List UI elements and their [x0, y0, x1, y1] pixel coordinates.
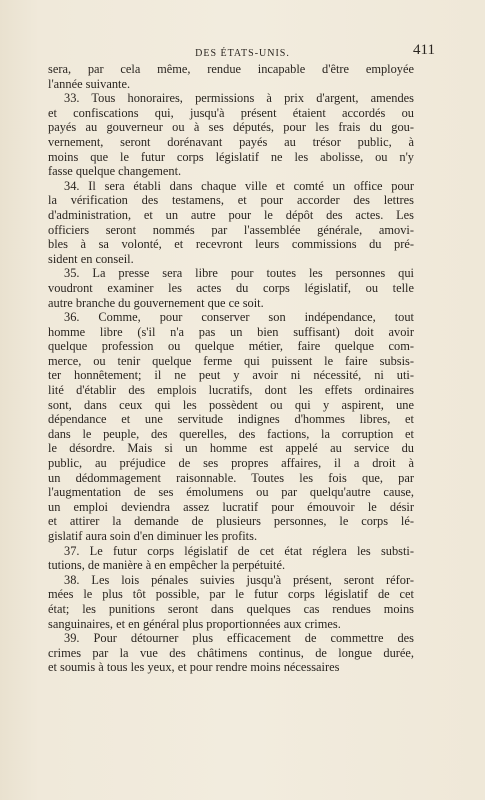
text-line: 38. Les lois pénales suivies jusqu'à présent, seront réfor- — [64, 572, 414, 587]
paragraph — [48, 310, 414, 544]
paragraph — [48, 631, 414, 675]
text-line: quelque profession ou quelque métier, faire quelque com- — [48, 339, 414, 354]
text-line: 34. Il sera établi dans chaque ville et comté un office pour — [64, 178, 414, 193]
text-line: autre branche du gouvernement que ce soit. — [48, 295, 264, 310]
paragraph — [48, 179, 414, 267]
text-line: crimes par la vue des châtimens continus, de longue durée, — [48, 645, 414, 660]
running-title: DES ÉTATS-UNIS. — [195, 48, 290, 59]
text-line: officiers seront nommés par l'assemblée générale, amovi- — [48, 222, 414, 237]
text-line: état; les punitions seront dans quelques cas rendues moins — [48, 601, 414, 616]
text-line: 37. Le futur corps législatif de cet état réglera les substi- — [64, 543, 414, 558]
text-line: payés au gouverneur ou à ses députés, pour les frais du gou- — [48, 120, 414, 135]
text-line: l'année suivante. — [48, 76, 131, 91]
text-line: moins que le futur corps législatif ne les abolisse, ou n'y — [48, 149, 414, 164]
body-text — [48, 62, 414, 675]
text-line: 33. Tous honoraires, permissions à prix d'argent, amendes — [64, 91, 414, 106]
text-line: ter honnêtement; il ne peut y avoir ni nécessité, ni uti- — [48, 368, 414, 383]
text-line: tutions, de manière à en empêcher la perpétuité. — [48, 558, 286, 573]
text-line: homme libre (s'il n'a pas un bien suffisant) doit avoir — [48, 324, 414, 339]
text-line: d'administration, et un autre pour le dépôt des actes. Les — [48, 207, 414, 222]
text-line: et attirer la demande de plusieurs personnes, le corps lé- — [48, 514, 414, 529]
text-line: 36. Comme, pour conserver son indépendance, tout — [64, 310, 414, 325]
text-line: sident en conseil. — [48, 251, 134, 266]
text-line: 39. Pour détourner plus efficacement de commettre des — [64, 631, 414, 646]
text-line: fasse quelque changement. — [48, 164, 182, 179]
paragraph — [48, 62, 414, 91]
text-line: sont, dans ceux qui les possèdent ou qui y aspirent, une — [48, 397, 414, 412]
text-line: le désordre. Mais si un homme est appelé au service du — [48, 441, 414, 456]
text-line: un emploi deviendra assez lucratif pour émouvoir le désir — [48, 499, 414, 514]
text-line: gislatif aura soin d'en diminuer les profits. — [48, 529, 258, 543]
text-line: public, au préjudice de ses propres affaires, il a droit à — [48, 456, 414, 471]
text-line: sera, par cela même, rendue incapable d'être employée — [48, 62, 414, 76]
text-line: 35. La presse sera libre pour toutes les personnes qui — [64, 266, 414, 281]
paragraph — [48, 91, 414, 179]
text-line: un dédommagement raisonnable. Toutes les fois que, par — [48, 470, 414, 485]
text-line: dans le peuple, des querelles, des factions, la corruption et — [48, 426, 414, 441]
text-line: bles à sa volonté, et recevront leurs commissions du pré- — [48, 237, 414, 252]
text-line: voudront examiner les actes du corps législatif, ou telle — [48, 280, 414, 295]
text-line: et soumis à tous les yeux, et pour rendre moins nécessaires — [48, 660, 340, 675]
page-number: 411 — [413, 42, 435, 58]
text-line: et confiscations qui, jusqu'à présent étaient accordés ou — [48, 105, 414, 120]
text-line: merce, ou tenir quelque ferme qui puissent le faire subsis- — [48, 353, 414, 368]
page-header — [0, 42, 485, 62]
paragraph — [48, 266, 414, 310]
text-line: sanguinaires, et en général plus proportionnées aux crimes. — [48, 616, 341, 631]
text-line: mées le plus tôt possible, par le futur corps législatif de cet — [48, 587, 414, 602]
text-line: lité d'établir des emplois lucratifs, dont les effets ordinaires — [48, 383, 414, 398]
text-line: l'augmentation de ses émolumens ou par quelqu'autre cause, — [48, 485, 414, 500]
text-line: la vérification des testamens, et pour accorder des lettres — [48, 193, 414, 208]
paragraph — [48, 544, 414, 573]
paragraph — [48, 573, 414, 631]
text-line: vernement, seront dorénavant payés au trésor public, à — [48, 134, 414, 149]
text-line: dépendance et une servitude indignes d'hommes libres, et — [48, 412, 414, 427]
